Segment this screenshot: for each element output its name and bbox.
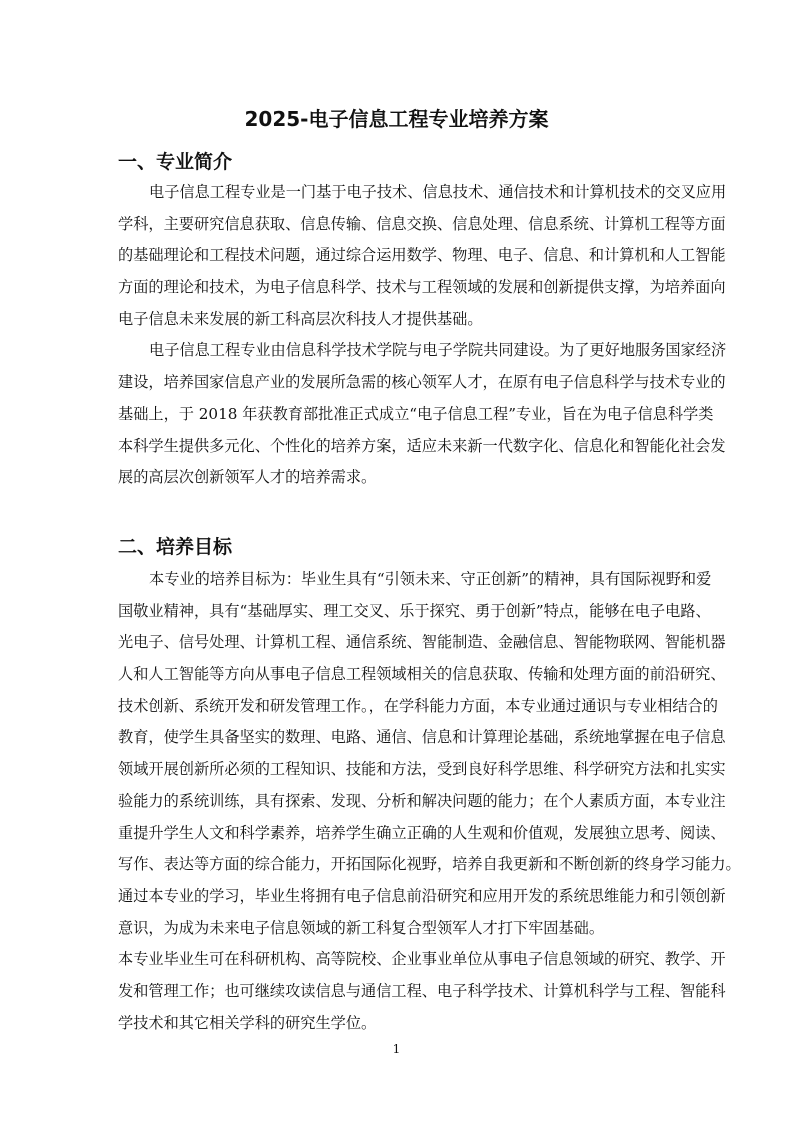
paragraph-line: 教育，使学生具备坚实的数理、电路、通信、信息和计算理论基础，系统地掌握在电子信息 bbox=[118, 728, 726, 747]
paragraph-line: 基础上，于 2018 年获教育部批准正式成立“电子信息工程”专业，旨在为电子信息科学类 bbox=[118, 404, 714, 423]
paragraph-line: 发和管理工作；也可继续攻读信息与通信工程、电子科学技术、计算机科学与工程、智能科 bbox=[118, 981, 726, 1000]
paragraph bbox=[118, 177, 727, 335]
paragraph-line: 通过本专业的学习，毕业生将拥有电子信息前沿研究和应用开发的系统思维能力和引领创新 bbox=[118, 886, 726, 905]
paragraph-line: 光电子、信号处理、计算机工程、通信系统、智能制造、金融信息、智能物联网、智能机器 bbox=[118, 633, 726, 652]
paragraph-line: 展的高层次创新领军人才的培养需求。 bbox=[118, 468, 377, 487]
paragraph bbox=[118, 944, 726, 1039]
paragraph-line: 本专业毕业生可在科研机构、高等院校、企业事业单位从事电子信息领域的研究、教学、开 bbox=[118, 950, 726, 969]
paragraph-line: 验能力的系统训练，具有探索、发现、分析和解决问题的能力；在个人素质方面，本专业注 bbox=[118, 791, 726, 810]
paragraph-line: 意识，为成为未来电子信息领域的新工科复合型领军人才打下牢固基础。 bbox=[118, 918, 604, 937]
paragraph bbox=[118, 335, 727, 493]
section-body-goals bbox=[118, 564, 741, 1039]
paragraph bbox=[118, 564, 741, 881]
paragraph-line: 写作、表达等方面的综合能力，开拓国际化视野，培养自我更新和不断创新的终身学习能力。 bbox=[118, 855, 741, 874]
paragraph-line: 电子信息工程专业由信息科学技术学院与电子学院共同建设。为了更好地服务国家经济 bbox=[149, 341, 727, 360]
paragraph-line: 学技术和其它相关学科的研究生学位。 bbox=[118, 1013, 377, 1032]
section-body-intro bbox=[118, 177, 727, 494]
paragraph-line: 国敬业精神，具有“基础厚实、理工交叉、乐于探究、勇于创新”特点，能够在电子电路、 bbox=[118, 601, 711, 620]
section-heading-intro: 一、专业简介 bbox=[118, 151, 233, 173]
paragraph-line: 电子信息工程专业是一门基于电子技术、信息技术、通信技术和计算机技术的交叉应用 bbox=[149, 183, 727, 201]
paragraph-line: 建设，培养国家信息产业的发展所急需的核心领军人才，在原有电子信息科学与技术专业的 bbox=[118, 373, 726, 392]
paragraph-line: 人和人工智能等方向从事电子信息工程领域相关的信息获取、传输和处理方面的前沿研究、 bbox=[118, 665, 726, 684]
paragraph-line: 重提升学生人文和科学素养，培养学生确立正确的人生观和价值观，发展独立思考、阅读、 bbox=[118, 823, 726, 842]
page-number: 1 bbox=[392, 1042, 401, 1056]
paragraph-line: 学科，主要研究信息获取、信息传输、信息交换、信息处理、信息系统、计算机工程等方面 bbox=[118, 214, 726, 233]
section-heading-goals: 二、培养目标 bbox=[118, 536, 233, 558]
paragraph-line: 本科学生提供多元化、个性化的培养方案，适应未来新一代数字化、信息化和智能化社会发 bbox=[118, 436, 726, 455]
paragraph-line: 技术创新、系统开发和研发管理工作。，在学科能力方面，本专业通过通识与专业相结合的 bbox=[118, 696, 718, 715]
paragraph-line: 领域开展创新所必须的工程知识、技能和方法，受到良好科学思维、科学研究方法和扎实实 bbox=[118, 760, 726, 779]
document-title: 2025-电子信息工程专业培养方案 bbox=[244, 107, 549, 131]
paragraph-line: 方面的理论和技术，为电子信息科学、技术与工程领域的发展和创新提供支撑，为培养面向 bbox=[118, 278, 726, 297]
paragraph bbox=[118, 881, 726, 944]
paragraph-line: 电子信息未来发展的新工科高层次科技人才提供基础。 bbox=[118, 309, 483, 328]
paragraph-line: 本专业的培养目标为：毕业生具有“引领未来、守正创新”的精神，具有国际视野和爱 bbox=[149, 570, 712, 588]
paragraph-line: 的基础理论和工程技术问题，通过综合运用数学、物理、电子、信息、和计算机和人工智能 bbox=[118, 246, 726, 265]
